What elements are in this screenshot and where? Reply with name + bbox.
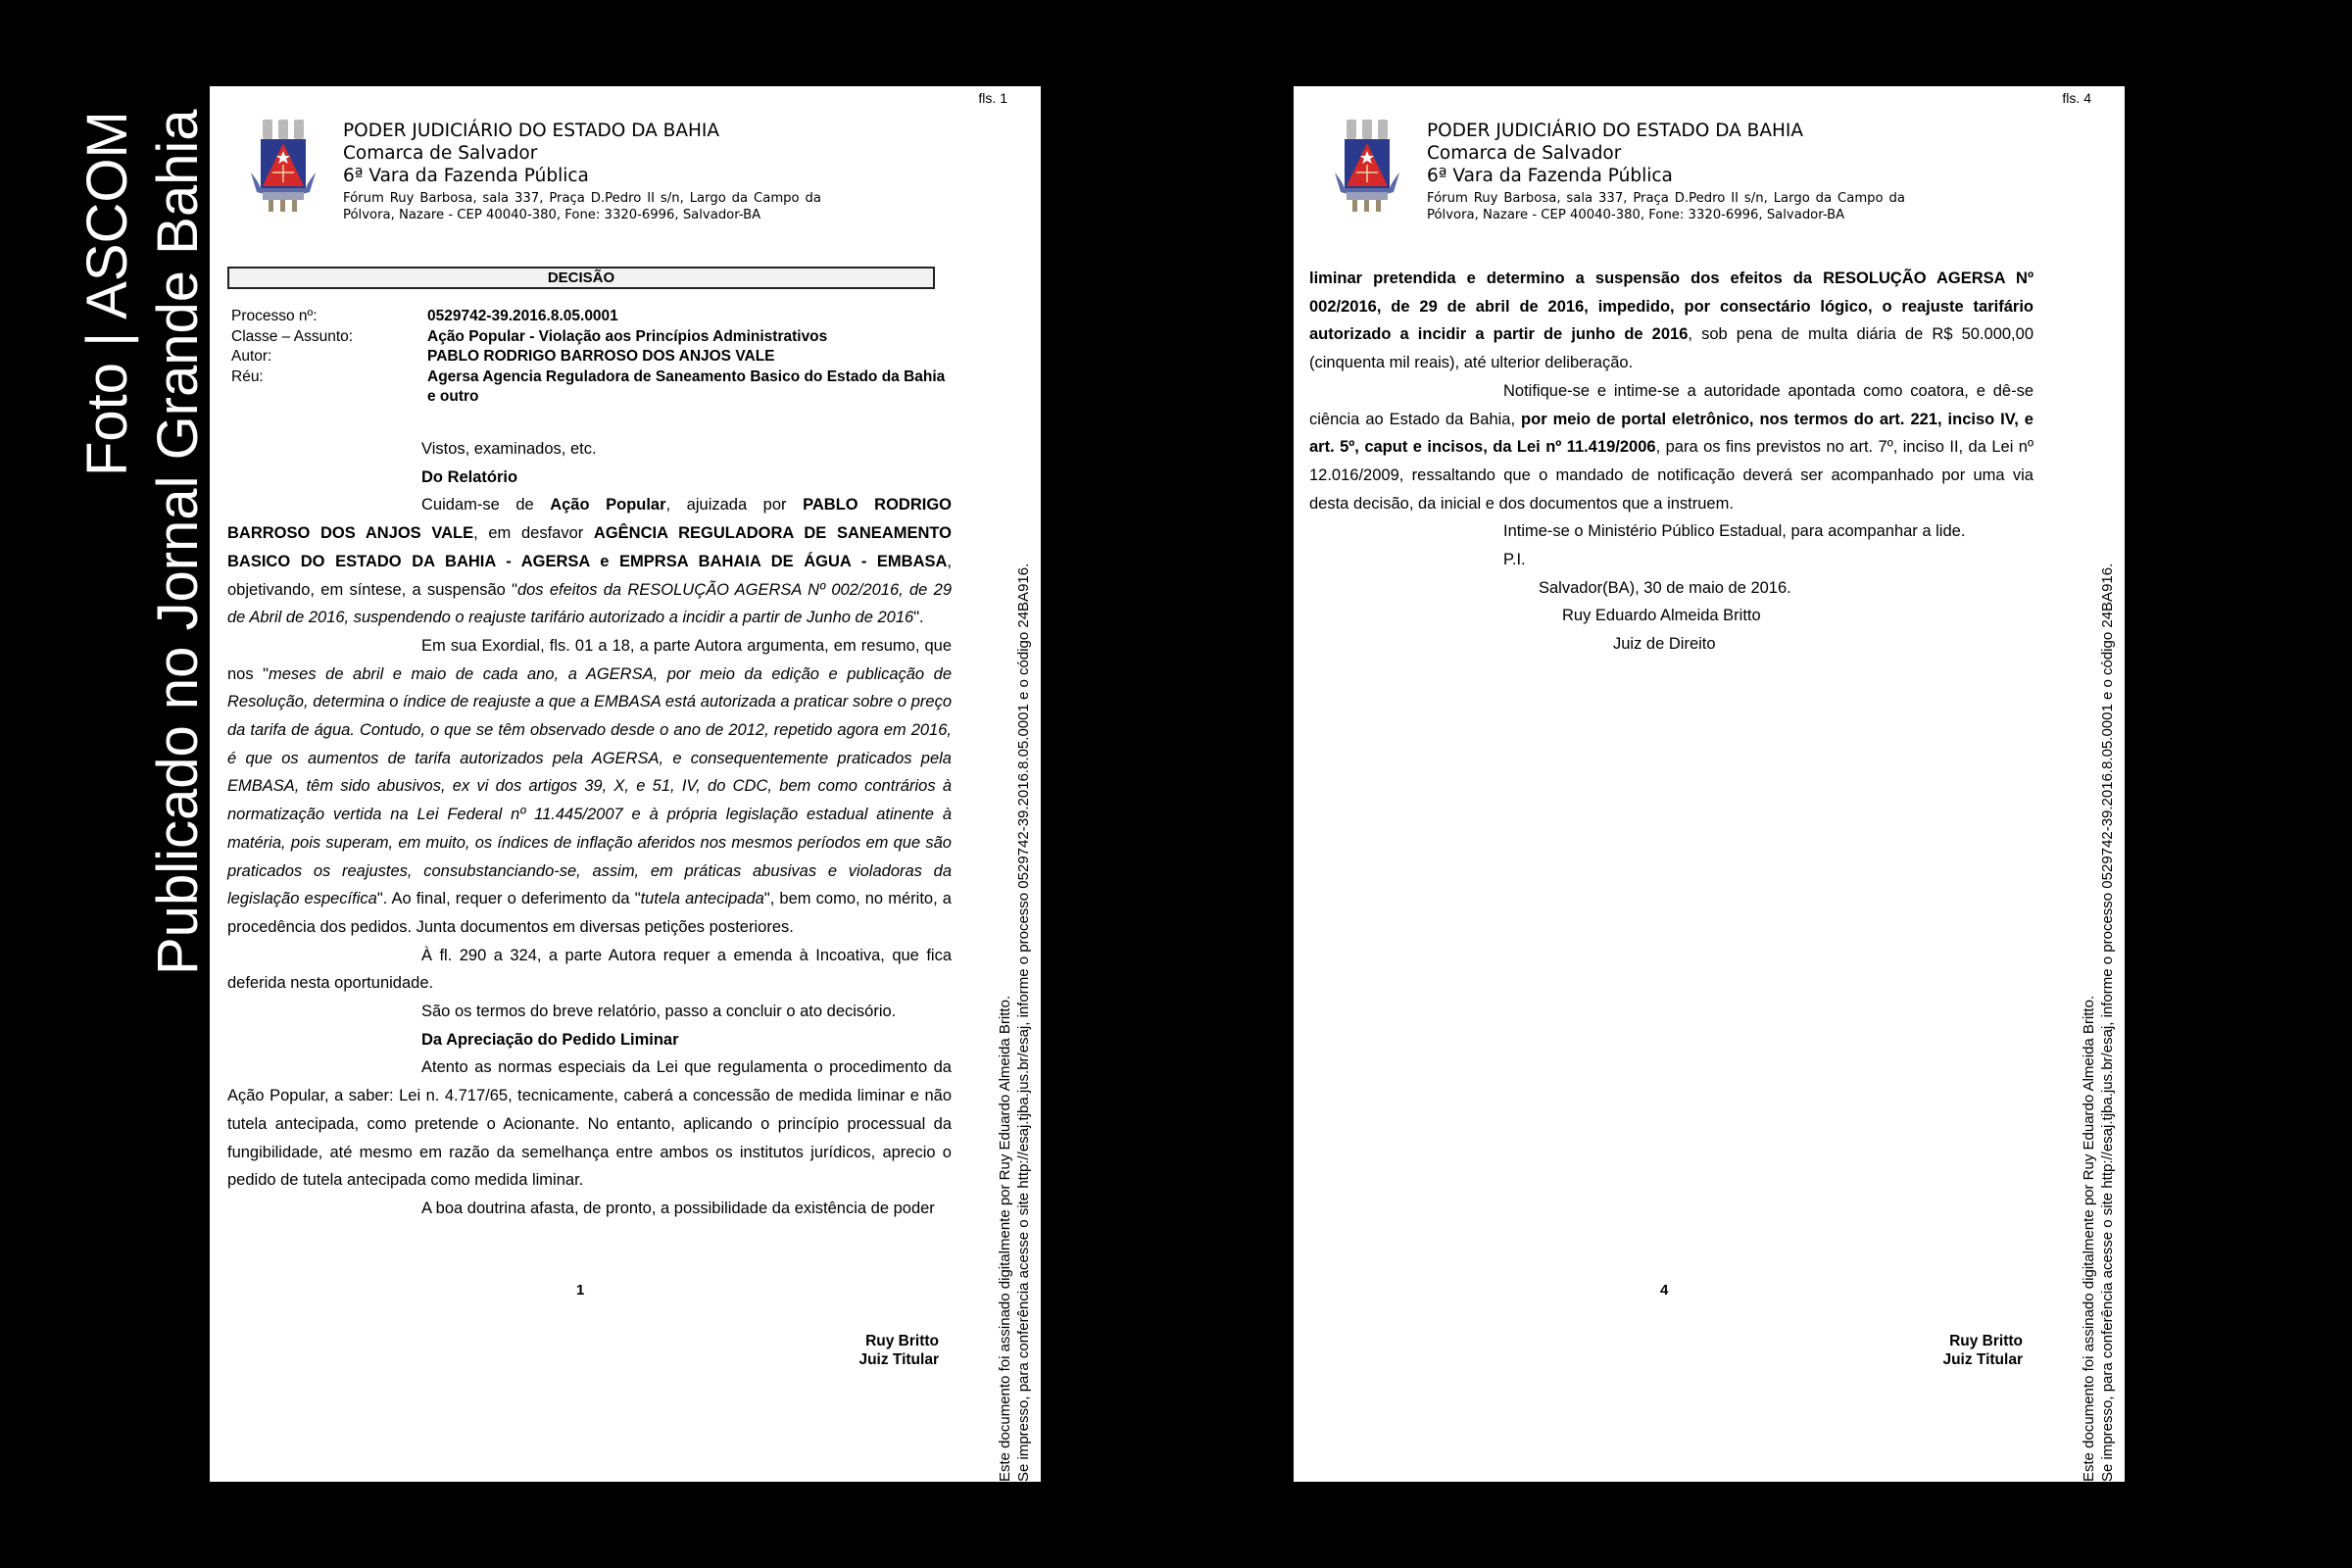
opening-line: Vistos, examinados, etc.	[421, 440, 597, 458]
decision-body	[1309, 265, 2034, 659]
folio-label: fls. 1	[978, 90, 1007, 106]
photo-credit-caption	[59, 88, 216, 990]
decision-body	[227, 435, 952, 1223]
paragraph: Notifique-se e intime-se a autoridade apontada como coatora, e dê-se ciência ao Estado da Bahia, por meio de portal eletrônico, nos termos do art. 221, inciso IV, e art. 5º, caput e incisos, da Lei nº 11.419/2006, para os fins previstos no art. 7º, inciso II, da Lei nº 12.016/2009, ressaltando que o mandado de notificação deverá ser acompanhado por uma via desta decisão, da inicial e dos documentos que a instruem.	[1309, 381, 2034, 513]
place-date: Salvador(BA), 30 de maio de 2016.	[1539, 578, 1791, 597]
paragraph: Atento as normas especiais da Lei que regulamenta o procedimento da Ação Popular, a saber: Lei n. 4.717/65, tecnicamente, caberá a concessão de medida liminar e não tutela antecipada, como pretende o Acionante. No entanto, aplicando o princípio processual da fungibilidade, até mesmo em razão da semelhança entre ambos os institutos jurídicos, aprecio o pedido de tutela antecipada como medida liminar.	[227, 1058, 952, 1190]
meta-row-processo	[231, 307, 956, 327]
document-page-1	[210, 86, 1041, 1482]
paragraph: Cuidam-se de Ação Popular, ajuizada por PABLO RODRIGO BARROSO DOS ANJOS VALE, em desfavor AGÊNCIA REGULADORA DE SANEAMENTO BASICO DO ESTADO DA BAHIA - AGERSA e EMPRSA BAHAIA DE ÁGUA - EMBASA, objetivando, em síntese, a suspensão "dos efeitos da RESOLUÇÃO AGERSA Nº 002/2016, de 29 de Abril de 2016, suspendendo o reajuste tarifário autorizado a incidir a partir de Junho de 2016".	[227, 496, 953, 627]
meta-key: Processo nº:	[231, 308, 318, 324]
meta-key: Réu:	[231, 368, 264, 385]
signature-note-line: Este documento foi assinado digitalmente por Ruy Eduardo Almeida Britto.	[2081, 995, 2097, 1482]
paragraph: liminar pretendida e determino a suspensão dos efeitos da RESOLUÇÃO AGERSA Nº 002/2016, de 29 de abril de 2016, impedido, por consectário lógico, o reajuste tarifário autorizado a incidir a partir de junho de 2016, sob pena de multa diária de R$ 50.000,00 (cinquenta mil reais), até ulterior deliberação.	[1309, 270, 2034, 372]
document-page-4	[1294, 86, 2125, 1482]
section-heading-relatorio: Do Relatório	[421, 467, 518, 486]
signature-block	[858, 1333, 939, 1369]
case-class: Ação Popular - Violação aos Princípios Administrativos	[427, 327, 828, 345]
page-number: 1	[576, 1282, 585, 1298]
signer-role: Juiz Titular	[858, 1350, 939, 1368]
comarca-name: Comarca de Salvador	[343, 143, 538, 164]
vara-name: 6ª Vara da Fazenda Pública	[343, 166, 589, 186]
paragraph: A boa doutrina afasta, de pronto, a possibilidade da existência de poder	[421, 1199, 935, 1217]
photo-credit-line: Foto | ASCOM	[75, 111, 139, 476]
meta-key: Classe – Assunto:	[231, 327, 354, 345]
digital-signature-note	[996, 86, 1035, 1482]
publication-credit-line: Publicado no Jornal Grande Bahia	[146, 109, 210, 975]
defendant-name: Agersa Agencia Reguladora de Saneamento Basico do Estado da Bahia e outro	[427, 368, 946, 405]
meta-row-reu	[231, 368, 956, 408]
closing-pi: P.I.	[1503, 551, 1526, 569]
paragraph: São os termos do breve relatório, passo a concluir o ato decisório.	[421, 1003, 897, 1021]
bahia-coat-of-arms-icon	[1333, 118, 1401, 214]
paragraph: À fl. 290 a 324, a parte Autora requer a emenda à Incoativa, que fica deferida nesta oportunidade.	[227, 946, 952, 993]
section-heading-liminar: Da Apreciação do Pedido Liminar	[421, 1030, 679, 1049]
bahia-coat-of-arms-icon	[249, 118, 318, 214]
signer-name: Ruy Britto	[1949, 1333, 2023, 1349]
meta-key: Autor:	[231, 348, 272, 365]
page-number: 4	[1660, 1282, 1669, 1298]
judge-name: Ruy Eduardo Almeida Britto	[1562, 607, 1761, 625]
paragraph: Intime-se o Ministério Público Estadual, para acompanhar a lide.	[1503, 522, 1966, 541]
meta-row-autor	[231, 347, 956, 368]
signature-block	[1942, 1333, 2023, 1369]
court-name: PODER JUDICIÁRIO DO ESTADO DA BAHIA	[1427, 121, 1804, 141]
paragraph: Em sua Exordial, fls. 01 a 18, a parte Autora argumenta, em resumo, que nos "meses de abril e maio de cada ano, a AGERSA, por meio da edição e publicação de Resolução, determina o índice de reajuste a que a EMBASA está autorizada a praticar sobre o preço da tarifa de água. Contudo, o que se têm observado desde o ano de 2012, repetido agora em 2016, é que os aumentos de tarifa autorizados pela AGERSA, e consequentemente praticados pela EMBASA, têm sido abusivos, ex vi dos artigos 39, X, e 51, IV, do CDC, bem como contrários à normatização vertida na Lei Federal nº 11.445/2007 e à própria legislação estadual atinente à matéria, pois superam, em muito, os índices de inflação aferidos nos mesmos períodos em que são praticados os reajustes, consubstanciando-se, assim, em práticas abusivas e violadoras da legislação específica". Ao final, requer o deferimento da "tutela antecipada", bem como, no mérito, a procedência dos pedidos. Junta documentos em diversas petições posteriores.	[227, 636, 953, 936]
process-number: 0529742-39.2016.8.05.0001	[427, 308, 618, 324]
court-name: PODER JUDICIÁRIO DO ESTADO DA BAHIA	[343, 121, 720, 141]
verification-note-line: Se impresso, para conferência acesse o site http://esaj.tjba.jus.br/esaj, informe o processo 0529742-39.2016.8.05.0001 e o código 24BA916.	[2099, 563, 2116, 1482]
court-letterhead	[343, 120, 821, 223]
court-address: Fórum Ruy Barbosa, sala 337, Praça D.Pedro II s/n, Largo da Campo da Pólvora, Nazare - CEP 40040-380, Fone: 3320-6996, Salvador-BA	[1427, 191, 1905, 222]
comarca-name: Comarca de Salvador	[1427, 143, 1622, 164]
folio-label: fls. 4	[2062, 90, 2091, 106]
signature-note-line: Este documento foi assinado digitalmente por Ruy Eduardo Almeida Britto.	[997, 995, 1013, 1482]
vara-name: 6ª Vara da Fazenda Pública	[1427, 166, 1673, 186]
signer-name: Ruy Britto	[865, 1333, 939, 1349]
digital-signature-note	[2080, 86, 2119, 1482]
signer-role: Juiz Titular	[1942, 1350, 2023, 1368]
court-address: Fórum Ruy Barbosa, sala 337, Praça D.Pedro II s/n, Largo da Campo da Pólvora, Nazare - CEP 40040-380, Fone: 3320-6996, Salvador-BA	[343, 191, 821, 222]
judge-role: Juiz de Direito	[1613, 635, 1716, 654]
verification-note-line: Se impresso, para conferência acesse o site http://esaj.tjba.jus.br/esaj, informe o processo 0529742-39.2016.8.05.0001 e o código 24BA916.	[1015, 563, 1032, 1482]
plaintiff-name: PABLO RODRIGO BARROSO DOS ANJOS VALE	[427, 348, 775, 365]
court-letterhead	[1427, 120, 1905, 223]
meta-row-classe	[231, 327, 956, 348]
case-metadata	[231, 307, 956, 408]
document-title: DECISÃO	[227, 267, 935, 289]
